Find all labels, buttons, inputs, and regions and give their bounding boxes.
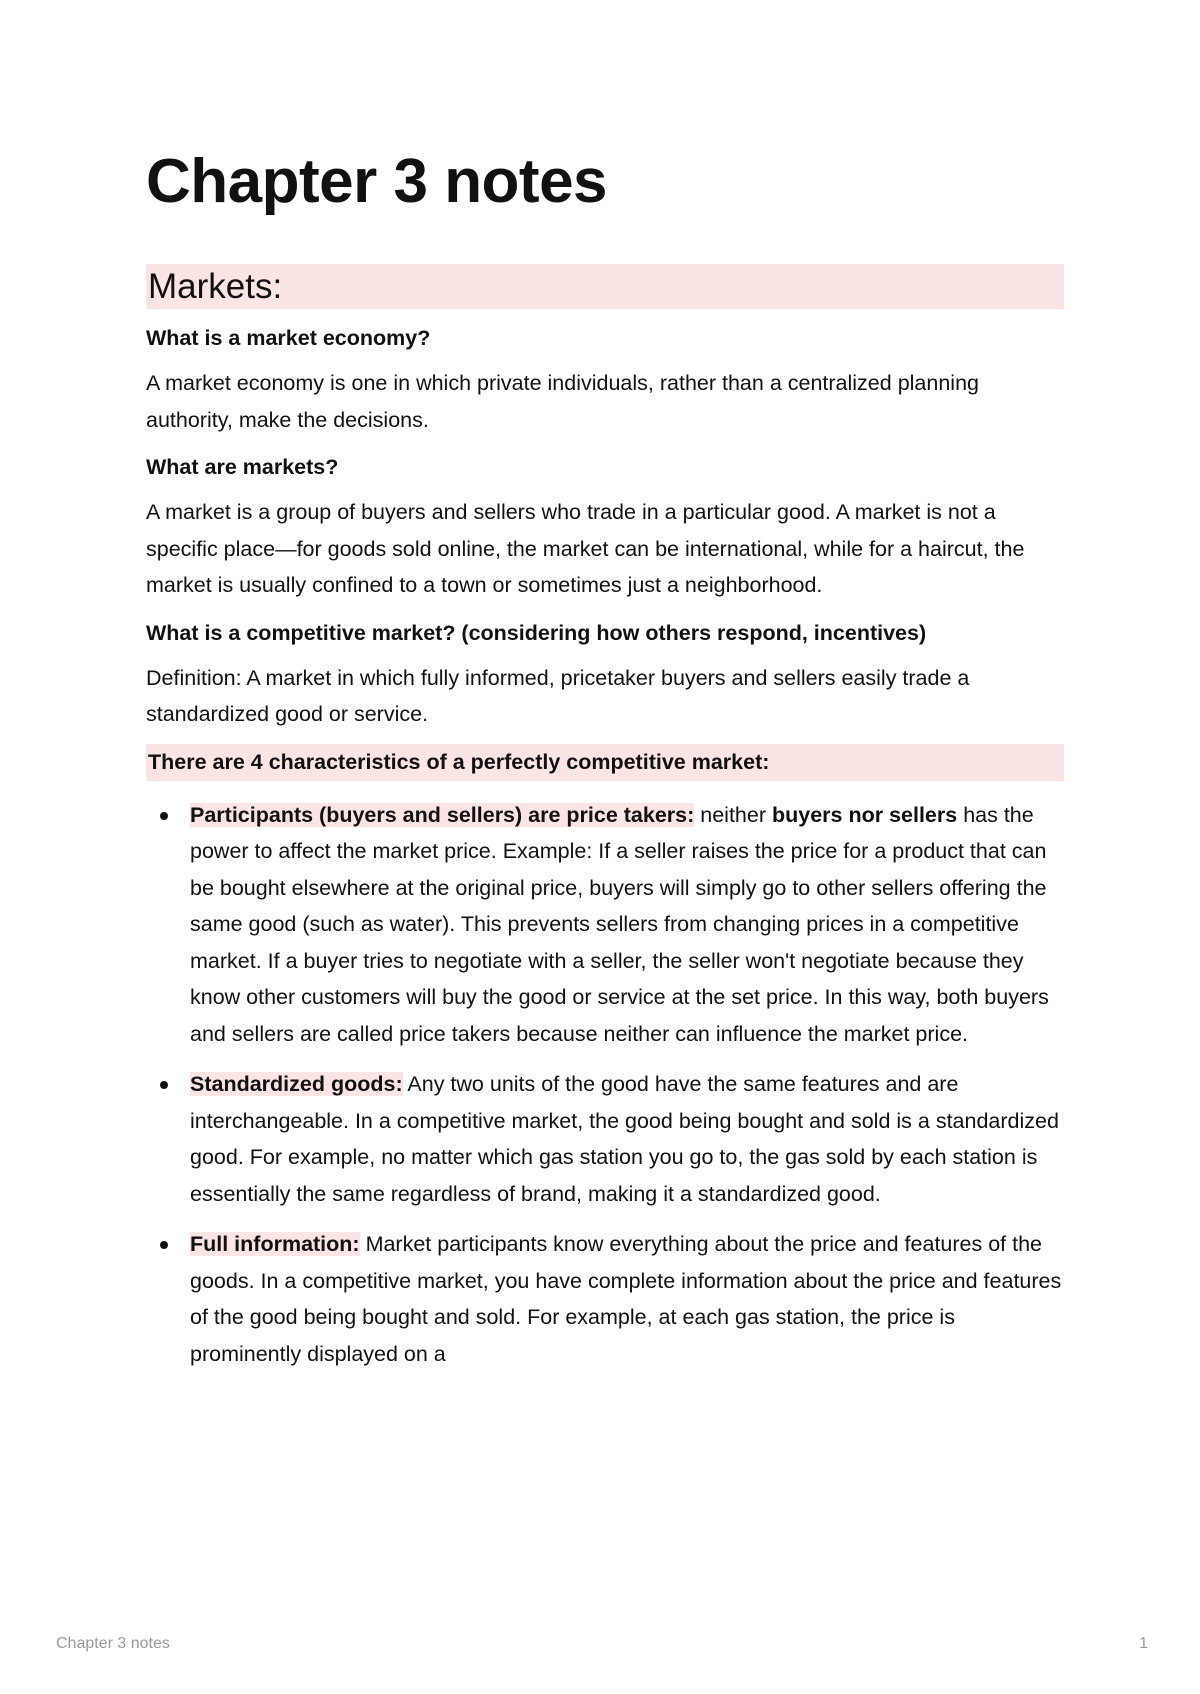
bullet-text-standardized-goods: Any two units of the good have the same features and are interchangeable. In a competitive market, the good being bought and sold is a standardized good. For example, no matter which gas station you go to, the gas sold by each station is essentially the same regardless of brand, making it a standardized good. [190,1072,1059,1206]
document-body [146,264,1064,1386]
characteristics-callout: There are 4 characteristics of a perfectly competitive market: [146,744,1064,781]
question-what-are-markets: What are markets? [146,455,339,479]
answer-what-are-markets: A market is a group of buyers and sellers who trade in a particular good. A market is not a specific place—for goods sold online, the market can be international, while for a haircut, the market is usually confined to a town or sometimes just a neighborhood. [146,500,1025,597]
footer-page-number: 1 [1139,1635,1148,1652]
term-standardized-goods: Standardized goods: [190,1072,403,1096]
term-price-takers: Participants (buyers and sellers) are price takers: [190,802,695,827]
list-item-full-information [146,1226,1064,1372]
page-title: Chapter 3 notes [146,147,608,216]
answer-market-economy: A market economy is one in which private individuals, rather than a centralized planning authority, make the decisions. [146,371,979,432]
footer-document-title: Chapter 3 notes [56,1635,170,1652]
section-heading-markets: Markets: [146,264,1064,309]
characteristics-list [146,797,1064,1373]
bullet-text-full-information: Market participants know everything about the price and features of the goods. In a competitive market, you have complete information about the price and features of the good being bought and sold. For example, at each gas station, the price is prominently displayed on a [190,1232,1062,1366]
list-item-standardized-goods [146,1066,1064,1212]
bullet-text-price-takers: has the power to affect the market price. Example: If a seller raises the price for a product that can be bought elsewhere at the original price, buyers will simply go to other sellers offering the same good (such as water). This prevents sellers from changing prices in a competitive market. If a buyer tries to negotiate with a seller, the seller won't negotiate because they know other customers will buy the good or service at the set price. In this way, both buyers and sellers are called price takers because neither can influence the market price. [190,802,1049,1046]
bold-buyers-nor-sellers: buyers nor sellers [771,802,958,827]
bullet-text-intro: neither [694,802,772,827]
bullet-dot-icon [160,1081,168,1089]
bullet-dot-icon [160,1241,168,1249]
question-competitive-market: What is a competitive market? (considering how others respond, incentives) [146,620,927,645]
list-item-price-takers [146,797,1064,1053]
bullet-dot-icon [160,812,168,820]
answer-competitive-market: Definition: A market in which fully informed, pricetaker buyers and sellers easily trade a standardized good or service. [146,665,970,726]
question-market-economy: What is a market economy? [146,326,431,350]
term-full-information: Full information: [190,1232,360,1256]
